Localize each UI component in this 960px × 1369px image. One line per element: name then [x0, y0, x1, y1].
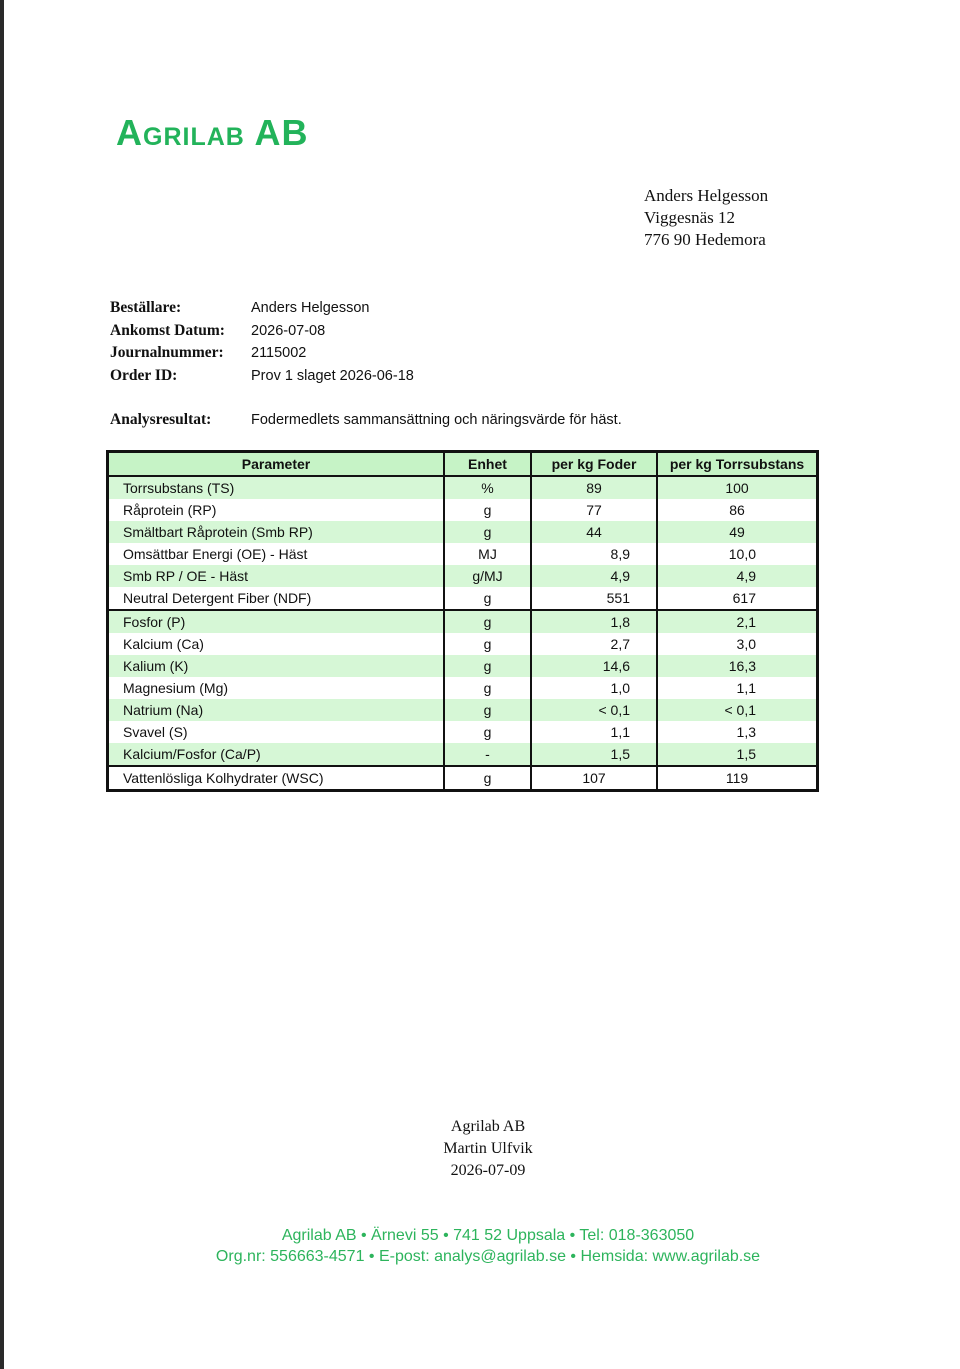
- header-unit: Enhet: [444, 452, 531, 477]
- cell-per-kg-dry-matter: [657, 766, 818, 791]
- cell-per-kg-dry-matter: [657, 587, 818, 610]
- cell-per-kg-dry-matter: [657, 633, 818, 655]
- cell-per-kg-dry-matter: [657, 543, 818, 565]
- results-table: [106, 450, 819, 792]
- cell-unit: -: [444, 743, 531, 766]
- cell-unit: g: [444, 499, 531, 521]
- cell-parameter: Kalcium (Ca): [108, 633, 445, 655]
- meta-value: Prov 1 slaget 2026-06-18: [251, 367, 414, 384]
- cell-per-kg-feed: [531, 499, 657, 521]
- cell-per-kg-feed: [531, 677, 657, 699]
- cell-value: 2,7: [610, 636, 630, 652]
- cell-parameter: Vattenlösliga Kolhydrater (WSC): [108, 766, 445, 791]
- table-row: [108, 699, 818, 721]
- cell-parameter: Natrium (Na): [108, 699, 445, 721]
- header-per-kg-dry-matter: per kg Torrsubstans: [657, 452, 818, 477]
- cell-per-kg-dry-matter: [657, 610, 818, 633]
- cell-unit: %: [444, 476, 531, 499]
- cell-per-kg-dry-matter: [657, 476, 818, 499]
- cell-value: 2,1: [736, 614, 756, 630]
- table-body: [108, 476, 818, 791]
- recipient-address: [644, 185, 768, 251]
- meta-value: 2115002: [251, 345, 307, 362]
- cell-value: 86: [729, 502, 745, 518]
- cell-per-kg-feed: [531, 721, 657, 743]
- cell-unit: g: [444, 521, 531, 543]
- cell-unit: g/MJ: [444, 565, 531, 587]
- cell-unit: MJ: [444, 543, 531, 565]
- table-row: [108, 743, 818, 766]
- cell-per-kg-feed: [531, 655, 657, 677]
- table-row: [108, 587, 818, 610]
- cell-per-kg-dry-matter: [657, 721, 818, 743]
- cell-parameter: Omsättbar Energi (OE) - Häst: [108, 543, 445, 565]
- signature-person: Martin Ulfvik: [443, 1140, 533, 1157]
- cell-parameter: Torrsubstans (TS): [108, 476, 445, 499]
- analysis-key: Analysresultat:: [110, 411, 212, 428]
- cell-unit: g: [444, 766, 531, 791]
- analysis-value: Fodermedlets sammansättning och näringsvärde för häst.: [251, 412, 622, 428]
- cell-parameter: Kalium (K): [108, 655, 445, 677]
- signature-block: [0, 1116, 960, 1182]
- cell-value: 16,3: [728, 658, 756, 674]
- recipient-street: Viggesnäs 12: [644, 208, 736, 227]
- cell-value: 551: [606, 590, 630, 606]
- cell-value: 10,0: [728, 546, 756, 562]
- cell-value: < 0,1: [724, 702, 756, 718]
- cell-per-kg-dry-matter: [657, 565, 818, 587]
- cell-value: 119: [725, 770, 749, 786]
- cell-per-kg-dry-matter: [657, 677, 818, 699]
- table-row: [108, 476, 818, 499]
- order-meta: [110, 297, 414, 387]
- footer-line-contact: Org.nr: 556663-4571 • E-post: analys@agrilab.se • Hemsida: www.agrilab.se: [215, 1248, 761, 1265]
- table-row: [108, 633, 818, 655]
- signature-company: Agrilab AB: [450, 1118, 526, 1135]
- cell-per-kg-dry-matter: [657, 699, 818, 721]
- table-row: [108, 721, 818, 743]
- company-logo: Agrilab AB: [116, 112, 309, 153]
- table-row: [108, 677, 818, 699]
- cell-value: 1,1: [610, 724, 630, 740]
- cell-per-kg-feed: [531, 476, 657, 499]
- cell-parameter: Magnesium (Mg): [108, 677, 445, 699]
- cell-value: 100: [725, 480, 749, 496]
- cell-parameter: Fosfor (P): [108, 610, 445, 633]
- meta-value: 2026-07-08: [251, 322, 326, 339]
- meta-row-journal-number: [110, 342, 414, 365]
- meta-row-arrival-date: [110, 320, 414, 343]
- cell-value: 14,6: [602, 658, 630, 674]
- cell-value: 1,0: [610, 680, 630, 696]
- cell-parameter: Råprotein (RP): [108, 499, 445, 521]
- cell-unit: g: [444, 587, 531, 610]
- footer: [0, 1225, 960, 1267]
- meta-row-order-id: [110, 365, 414, 388]
- table-row: [108, 766, 818, 791]
- cell-per-kg-feed: [531, 610, 657, 633]
- header-parameter: Parameter: [108, 452, 445, 477]
- cell-value: 617: [732, 590, 756, 606]
- meta-key: Journalnummer:: [110, 344, 224, 362]
- recipient-name: Anders Helgesson: [644, 186, 769, 205]
- meta-key: Ankomst Datum:: [110, 321, 225, 339]
- cell-value: 1,8: [610, 614, 630, 630]
- cell-per-kg-dry-matter: [657, 499, 818, 521]
- meta-value: Anders Helgesson: [251, 300, 370, 317]
- cell-unit: g: [444, 677, 531, 699]
- cell-parameter: Smb RP / OE - Häst: [108, 565, 445, 587]
- cell-per-kg-feed: [531, 521, 657, 543]
- cell-per-kg-dry-matter: [657, 655, 818, 677]
- table-header-row: [108, 452, 818, 477]
- cell-parameter: Kalcium/Fosfor (Ca/P): [108, 743, 445, 766]
- cell-per-kg-feed: [531, 565, 657, 587]
- cell-value: 1,3: [736, 724, 756, 740]
- cell-value: 1,5: [610, 746, 630, 762]
- cell-per-kg-feed: [531, 699, 657, 721]
- analysis-result-line: [110, 409, 622, 431]
- cell-unit: g: [444, 699, 531, 721]
- cell-value: 4,9: [610, 568, 630, 584]
- cell-per-kg-feed: [531, 743, 657, 766]
- cell-per-kg-feed: [531, 766, 657, 791]
- cell-value: 3,0: [736, 636, 756, 652]
- table-row: [108, 521, 818, 543]
- cell-value: 49: [729, 524, 745, 540]
- cell-unit: g: [444, 610, 531, 633]
- meta-key: Order ID:: [110, 366, 178, 384]
- header-per-kg-feed: per kg Foder: [531, 452, 657, 477]
- meta-key: Beställare:: [110, 299, 182, 317]
- cell-unit: g: [444, 655, 531, 677]
- cell-value: 44: [586, 524, 602, 540]
- footer-line-address: Agrilab AB • Ärnevi 55 • 741 52 Uppsala • Tel: 018-363050: [281, 1227, 695, 1244]
- table-row: [108, 543, 818, 565]
- signature-date: 2026-07-09: [450, 1162, 526, 1179]
- cell-per-kg-dry-matter: [657, 743, 818, 766]
- cell-value: 1,5: [736, 746, 756, 762]
- cell-parameter: Svavel (S): [108, 721, 445, 743]
- cell-value: 1,1: [736, 680, 756, 696]
- cell-value: 8,9: [610, 546, 630, 562]
- cell-per-kg-feed: [531, 633, 657, 655]
- cell-per-kg-feed: [531, 543, 657, 565]
- cell-per-kg-dry-matter: [657, 521, 818, 543]
- table-row: [108, 610, 818, 633]
- cell-unit: g: [444, 721, 531, 743]
- meta-row-orderer: [110, 297, 414, 320]
- table-row: [108, 655, 818, 677]
- cell-per-kg-feed: [531, 587, 657, 610]
- cell-parameter: Neutral Detergent Fiber (NDF): [108, 587, 445, 610]
- cell-value: 89: [586, 480, 602, 496]
- cell-value: 107: [582, 770, 606, 786]
- table-row: [108, 499, 818, 521]
- table-row: [108, 565, 818, 587]
- cell-value: 4,9: [736, 568, 756, 584]
- cell-value: < 0,1: [598, 702, 630, 718]
- recipient-city: 776 90 Hedemora: [644, 230, 766, 249]
- cell-parameter: Smältbart Råprotein (Smb RP): [108, 521, 445, 543]
- cell-value: 77: [586, 502, 602, 518]
- cell-unit: g: [444, 633, 531, 655]
